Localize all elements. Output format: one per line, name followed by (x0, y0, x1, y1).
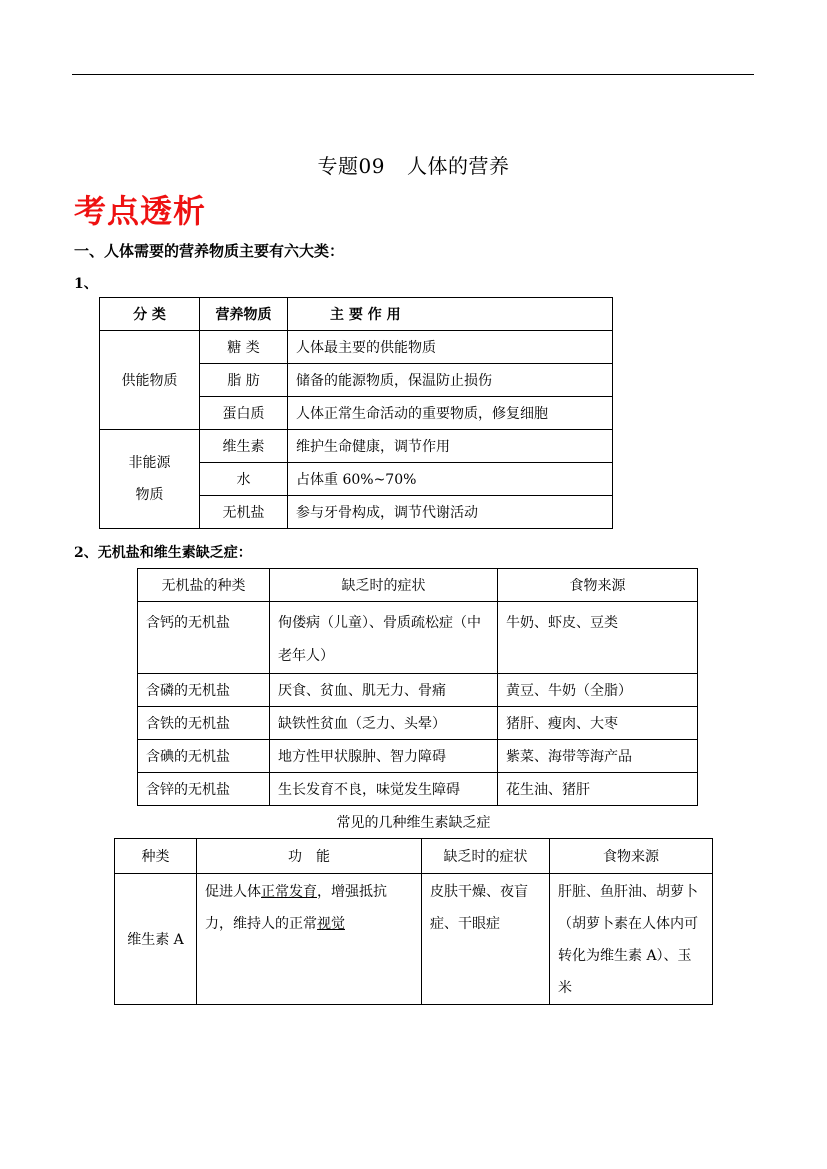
vitamin-type-cell: 维生素 A (115, 874, 197, 1005)
food-cell: 紫菜、海带等海产品 (498, 740, 698, 773)
mineral-type-cell: 含钙的无机盐 (138, 602, 270, 674)
header-cell: 缺乏时的症状 (270, 569, 498, 602)
table-row (138, 773, 698, 806)
food-cell: 猪肝、瘦肉、大枣 (498, 707, 698, 740)
header-cell: 无机盐的种类 (138, 569, 270, 602)
vitamins-table (114, 838, 713, 1005)
group-cell (100, 430, 200, 529)
symptom-cell: 生长发育不良，味觉发生障碍 (270, 773, 498, 806)
function-underlined: 视觉 (317, 916, 345, 932)
table-header-row (115, 839, 713, 874)
table-row (100, 430, 613, 463)
function-underlined: 正常发育 (261, 884, 317, 900)
symptom-cell: 皮肤干燥、夜盲症、干眼症 (422, 874, 550, 1005)
nutrient-cell: 水 (200, 463, 288, 496)
function-cell (197, 874, 422, 1005)
group-line: 物质 (135, 487, 164, 503)
nutrient-cell: 维生素 (200, 430, 288, 463)
vitamin-table-caption: 常见的几种维生素缺乏症 (336, 815, 491, 831)
table-header-row (100, 298, 613, 331)
header-cell: 食物来源 (498, 569, 698, 602)
food-cell: 牛奶、虾皮、豆类 (498, 602, 698, 674)
section1-heading: 一、人体需要的营养物质主要有六大类： (74, 242, 345, 260)
nutrient-cell: 糖 类 (200, 331, 288, 364)
nutrient-cell: 蛋白质 (200, 397, 288, 430)
header-cell: 种类 (115, 839, 197, 874)
function-text: ，增强抵抗力，维持人的正常 (205, 884, 387, 932)
table-row (100, 331, 613, 364)
table-row (138, 674, 698, 707)
role-cell: 储备的能源物质，保温防止损伤 (288, 364, 613, 397)
header-cell: 食物来源 (550, 839, 713, 874)
table-row (138, 740, 698, 773)
table-row (115, 874, 713, 1005)
title-prefix: 专题09 (317, 154, 385, 178)
nutrient-cell: 脂 肪 (200, 364, 288, 397)
symptom-cell: 佝偻病（儿童）、骨质疏松症（中老年人） (270, 602, 498, 674)
role-cell: 占体重 60%~70% (288, 463, 613, 496)
role-cell: 人体正常生命活动的重要物质，修复细胞 (288, 397, 613, 430)
title-main: 人体的营养 (406, 154, 510, 178)
food-cell: 黄豆、牛奶（全脂） (498, 674, 698, 707)
table-header-row (138, 569, 698, 602)
symptom-cell: 厌食、贫血、肌无力、骨痛 (270, 674, 498, 707)
table-row (138, 602, 698, 674)
role-cell: 维护生命健康，调节作用 (288, 430, 613, 463)
nutrients-table (99, 297, 613, 529)
section-banner: 考点透析 (74, 192, 207, 230)
group-line: 非能源 (128, 455, 171, 471)
role-cell: 参与牙骨构成，调节代谢活动 (288, 496, 613, 529)
section2-heading: 2、无机盐和维生素缺乏症： (74, 545, 252, 561)
subsection-number: 1、 (74, 276, 98, 292)
minerals-table (137, 568, 698, 806)
food-cell: 花生油、猪肝 (498, 773, 698, 806)
mineral-type-cell: 含磷的无机盐 (138, 674, 270, 707)
food-cell: 肝脏、鱼肝油、胡萝卜（胡萝卜素在人体内可转化为维生素 A）、玉米 (550, 874, 713, 1005)
header-cell: 分 类 (100, 298, 200, 331)
mineral-type-cell: 含锌的无机盐 (138, 773, 270, 806)
header-cell: 营养物质 (200, 298, 288, 331)
mineral-type-cell: 含碘的无机盐 (138, 740, 270, 773)
role-cell: 人体最主要的供能物质 (288, 331, 613, 364)
function-text: 促进人体 (205, 884, 261, 900)
symptom-cell: 地方性甲状腺肿、智力障碍 (270, 740, 498, 773)
symptom-cell: 缺铁性贫血（乏力、头晕） (270, 707, 498, 740)
group-cell: 供能物质 (100, 331, 200, 430)
nutrient-cell: 无机盐 (200, 496, 288, 529)
table-row (138, 707, 698, 740)
header-cell: 主 要 作 用 (288, 298, 613, 331)
page-title (0, 150, 827, 179)
header-cell: 缺乏时的症状 (422, 839, 550, 874)
header-rule (72, 74, 754, 75)
header-cell: 功 能 (197, 839, 422, 874)
mineral-type-cell: 含铁的无机盐 (138, 707, 270, 740)
